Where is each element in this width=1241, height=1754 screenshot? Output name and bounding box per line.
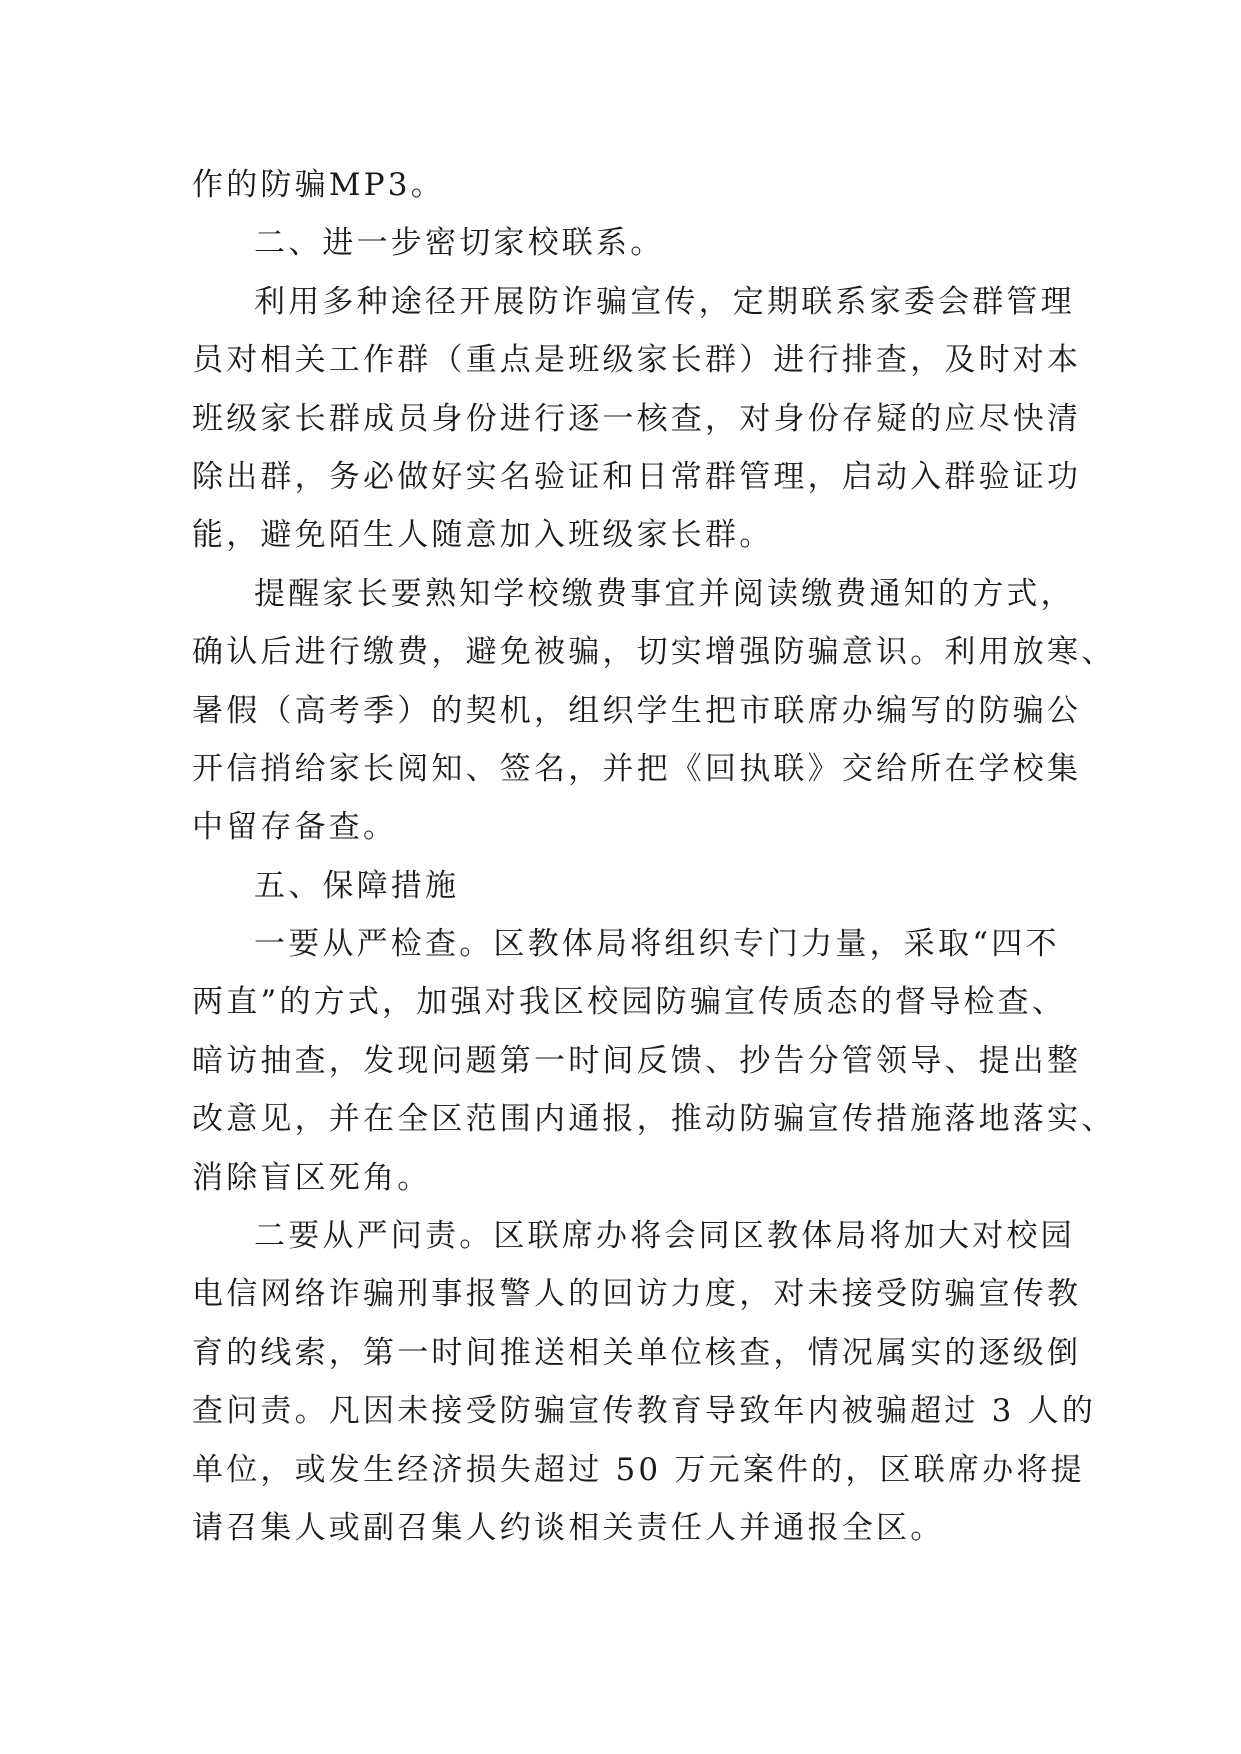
text-line: 能，避免陌生人随意加入班级家长群。 <box>192 517 774 554</box>
text-line: 开信捎给家长阅知、签名，并把《回执联》交给所在学校集 <box>192 750 1082 787</box>
text-line: 消除盲区死角。 <box>192 1159 432 1196</box>
text-line: 利用多种途径开展防诈骗宣传，定期联系家委会群管理 <box>254 283 1075 320</box>
text-line: 育的线索，第一时间推送相关单位核查，情况属实的逐级倒 <box>192 1334 1082 1371</box>
text-line: 确认后进行缴费，避免被骗，切实增强防骗意识。利用放寒、 <box>192 634 1116 671</box>
text-line: 改意见，并在全区范围内通报，推动防骗宣传措施落地落实、 <box>192 1101 1116 1138</box>
section-heading: 五、保障措施 <box>254 867 460 904</box>
text-line: 单位，或发生经济损失超过 50 万元案件的，区联席办将提 <box>192 1451 1085 1488</box>
text-line: 暗访抽查，发现问题第一时间反馈、抄告分管领导、提出整 <box>192 1042 1082 1079</box>
text-line: 除出群，务必做好实名验证和日常群管理，启动入群验证功 <box>192 458 1082 495</box>
text-line: 二、进一步密切家校联系。 <box>254 225 665 262</box>
text-line: 一要从严检查。区教体局将组织专门力量，采取“四不 <box>254 926 1060 963</box>
text-line: 两直”的方式，加强对我区校园防骗宣传质态的督导检查、 <box>192 984 1067 1021</box>
text-line: 员对相关工作群（重点是班级家长群）进行排查，及时对本 <box>192 342 1082 379</box>
text-line: 作的防骗MP3。 <box>192 167 445 203</box>
text-line: 查问责。凡因未接受防骗宣传教育导致年内被骗超过 3 人的 <box>192 1393 1097 1430</box>
text-line: 中留存备查。 <box>192 809 398 846</box>
text-line: 提醒家长要熟知学校缴费事宜并阅读缴费通知的方式， <box>254 575 1075 612</box>
text-line: 二要从严问责。区联席办将会同区教体局将加大对校园 <box>254 1218 1075 1255</box>
text-line: 班级家长群成员身份进行逐一核查，对身份存疑的应尽快清 <box>192 400 1082 437</box>
text-line: 暑假（高考季）的契机，组织学生把市联席办编写的防骗公 <box>192 692 1082 729</box>
text-line: 电信网络诈骗刑事报警人的回访力度，对未接受防骗宣传教 <box>192 1276 1082 1313</box>
text-line: 请召集人或副召集人约谈相关责任人并通报全区。 <box>192 1509 945 1546</box>
document-body <box>192 156 1116 1557</box>
